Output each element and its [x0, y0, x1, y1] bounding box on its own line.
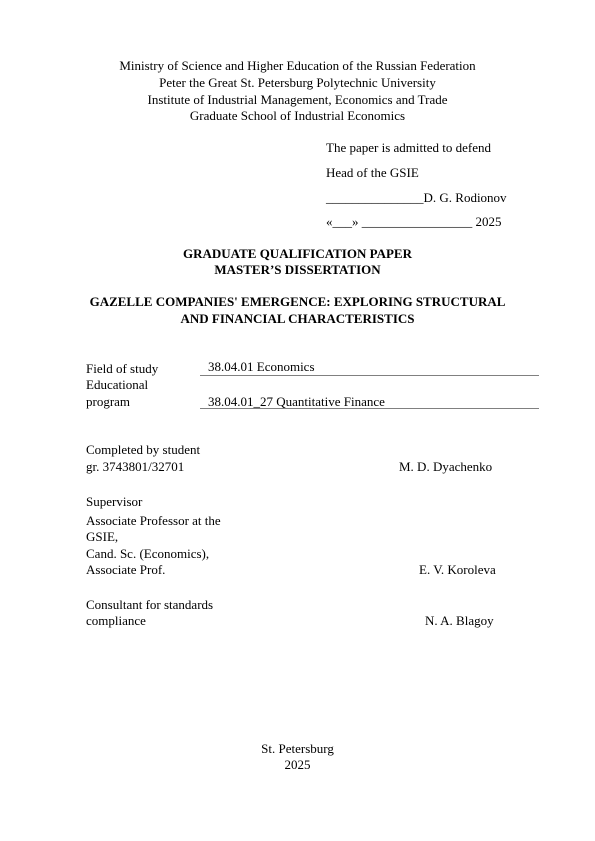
footer-year: 2025 — [284, 757, 311, 772]
admission-date: «___» _________________ 2025 — [326, 214, 502, 229]
consultant-name: N. A. Blagoy — [425, 613, 494, 628]
program-value: 38.04.01_27 Quantitative Finance — [208, 394, 385, 409]
admission-signature: _______________D. G. Rodionov — [326, 190, 507, 205]
paper-type-line2: MASTER’S DISSERTATION — [214, 262, 381, 277]
field-of-study-label: Field of study — [86, 361, 159, 376]
program-underline — [200, 408, 539, 409]
supervisor-label: Supervisor — [86, 494, 143, 509]
supervisor-title-line4: Associate Prof. — [86, 562, 166, 577]
student-group: gr. 3743801/32701 — [86, 459, 185, 474]
paper-title-line1: GAZELLE COMPANIES' EMERGENCE: EXPLORING STRUCTURAL — [89, 294, 506, 309]
student-name: M. D. Dyachenko — [399, 459, 493, 474]
student-label: Completed by student — [86, 442, 201, 457]
field-of-study-value: 38.04.01 Economics — [208, 359, 315, 374]
admission-statement: The paper is admitted to defend — [326, 140, 491, 155]
field-of-study-underline — [200, 375, 539, 376]
supervisor-title-line3: Cand. Sc. (Economics), — [86, 546, 210, 561]
supervisor-title-line2: GSIE, — [86, 529, 119, 544]
ministry-line: Ministry of Science and Higher Education of the Russian Federation — [119, 58, 476, 73]
admission-head: Head of the GSIE — [326, 165, 419, 180]
school-line: Graduate School of Industrial Economics — [189, 108, 406, 123]
institute-line: Institute of Industrial Management, Economics and Trade — [147, 92, 448, 107]
footer-city: St. Petersburg — [261, 741, 334, 756]
consultant-label-line1: Consultant for standards — [86, 597, 214, 612]
program-label-line2: program — [86, 394, 131, 409]
supervisor-name: E. V. Koroleva — [419, 562, 496, 577]
university-line: Peter the Great St. Petersburg Polytechnic University — [159, 75, 436, 90]
paper-type-line1: GRADUATE QUALIFICATION PAPER — [183, 246, 412, 261]
paper-title-line2: AND FINANCIAL CHARACTERISTICS — [180, 311, 415, 326]
consultant-label-line2: compliance — [86, 613, 146, 628]
supervisor-title-line1: Associate Professor at the — [86, 513, 221, 528]
program-label-line1: Educational — [86, 377, 149, 392]
